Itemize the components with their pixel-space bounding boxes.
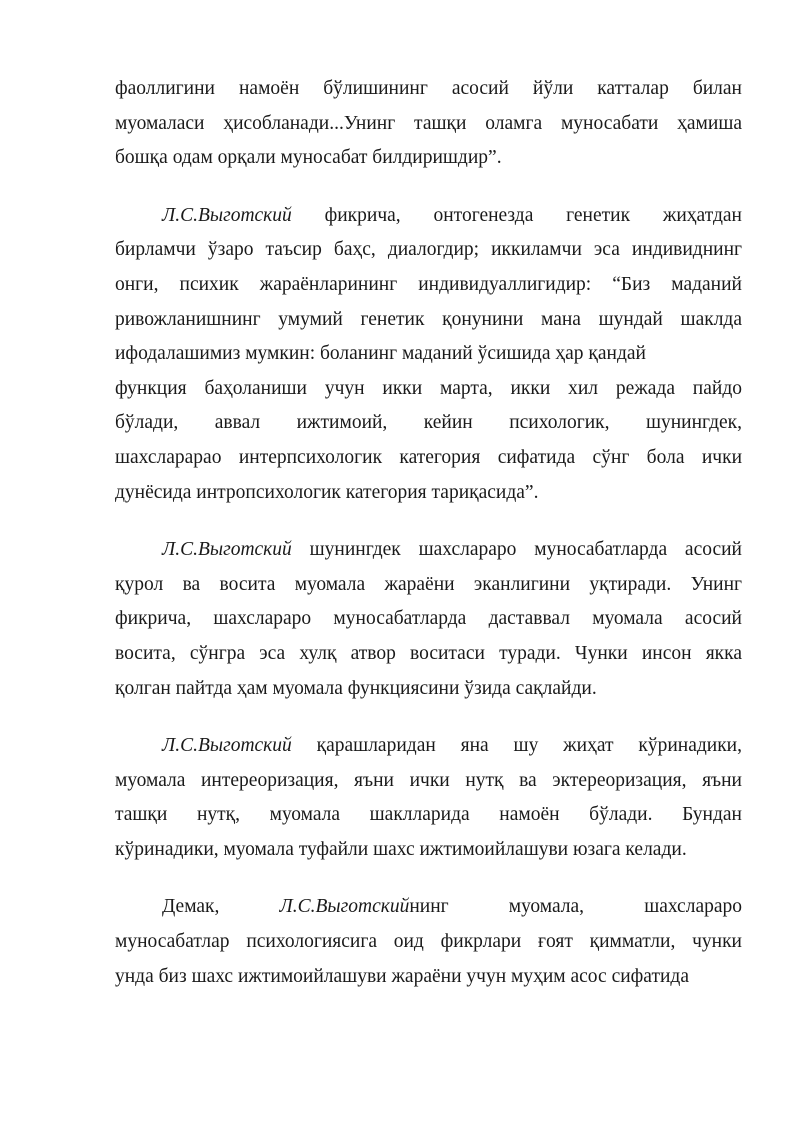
text-line: [115, 476, 742, 511]
text-segment: восита, сўнгра эса хулқ атвор воситаси туради. Чунки инсон якка: [115, 642, 742, 664]
text-line: [115, 602, 742, 637]
text-segment: кўринадики, муомала туфайли шахс ижтимоийлашуви юзага келади.: [115, 838, 687, 860]
text-segment: шунингдек шахслараро муносабатларда асосий: [291, 539, 742, 561]
text-line: [115, 798, 742, 833]
text-line: [115, 637, 742, 672]
text-line: [115, 960, 742, 995]
text-segment: шахсларарао интерпсихологик категория сифатида сўнг бола ички: [115, 446, 742, 468]
text-line: [115, 441, 742, 476]
paragraph: [115, 533, 742, 706]
text-segment: фаоллигини намоён бўлишининг асосий йўли катталар билан: [115, 78, 742, 99]
text-line: [115, 764, 742, 799]
paragraph: [115, 72, 742, 176]
author-name: Л.С.Выготский: [162, 204, 292, 226]
text-line: [115, 925, 742, 960]
text-segment: ташқи нутқ, муомала шаклларида намоён бўлади. Бундан: [115, 804, 742, 826]
text-line: [115, 141, 742, 176]
text-line: [115, 568, 742, 603]
text-segment: қарашларидан яна шу жиҳат кўринадики,: [291, 735, 742, 757]
author-name: Л.С.Выготский: [162, 735, 292, 757]
text-line: [115, 833, 742, 868]
text-line: [115, 533, 742, 568]
text-line: [115, 199, 742, 234]
text-line: [115, 337, 742, 372]
text-line: [115, 890, 742, 925]
text-segment: ифодалашимиз мумкин: боланинг маданий ўсишида ҳар қандай: [115, 343, 646, 365]
text-line: [115, 72, 742, 107]
text-segment: қолган пайтда ҳам муомала функциясини ўзида сақлайди.: [115, 677, 597, 699]
paragraph: [115, 729, 742, 867]
document-page: [115, 72, 742, 1017]
text-segment: ривожланишнинг умумий генетик қонунини мана шундай шаклда: [115, 308, 742, 330]
text-segment: дунёсида интропсихологик категория тариқасида”.: [115, 481, 539, 503]
text-line: [115, 672, 742, 707]
text-segment: муомала интереоризация, яъни ички нутқ ва эктереоризация, яъни: [115, 769, 742, 791]
text-line: [115, 729, 742, 764]
text-segment: муомаласи ҳисобланади...Унинг ташқи оламга муносабати ҳамиша: [115, 112, 742, 134]
text-segment: бўлади, аввал ижтимоий, кейин психологик, шунингдек,: [115, 412, 742, 434]
text-segment: функция баҳоланиши учун икки марта, икки хил режада пайдо: [115, 377, 742, 399]
text-segment: қурол ва восита муомала жараёни эканлигини уқтиради. Унинг: [115, 573, 742, 595]
author-name: Л.С.Выготский: [162, 539, 292, 561]
text-line: [115, 268, 742, 303]
text-segment: бошқа одам орқали муносабат билдиришдир”.: [115, 147, 502, 169]
text-line: [115, 303, 742, 338]
text-segment: нинг муомала, шахслараро: [409, 896, 743, 918]
text-segment: унда биз шахс ижтимоийлашуви жараёни учун муҳим асос сифатида: [115, 965, 689, 987]
text-segment: Демак,: [162, 896, 280, 918]
text-line: [115, 372, 742, 407]
text-segment: бирламчи ўзаро таъсир баҳс, диалогдир; иккиламчи эса индивиднинг: [115, 239, 742, 261]
text-segment: муносабатлар психологиясига оид фикрлари ғоят қимматли, чунки: [115, 931, 742, 953]
text-line: [115, 233, 742, 268]
text-segment: онги, психик жараёнларининг индивидуаллигидир: “Биз маданий: [115, 273, 742, 295]
paragraph: [115, 890, 742, 994]
text-segment: фикрича, шахслараро муносабатларда даставвал муомала асосий: [115, 608, 742, 630]
text-line: [115, 107, 742, 142]
text-segment: фикрича, онтогенезда генетик жиҳатдан: [291, 204, 742, 226]
text-line: [115, 406, 742, 441]
paragraph: [115, 199, 742, 510]
author-name: Л.С.Выготский: [279, 896, 410, 918]
